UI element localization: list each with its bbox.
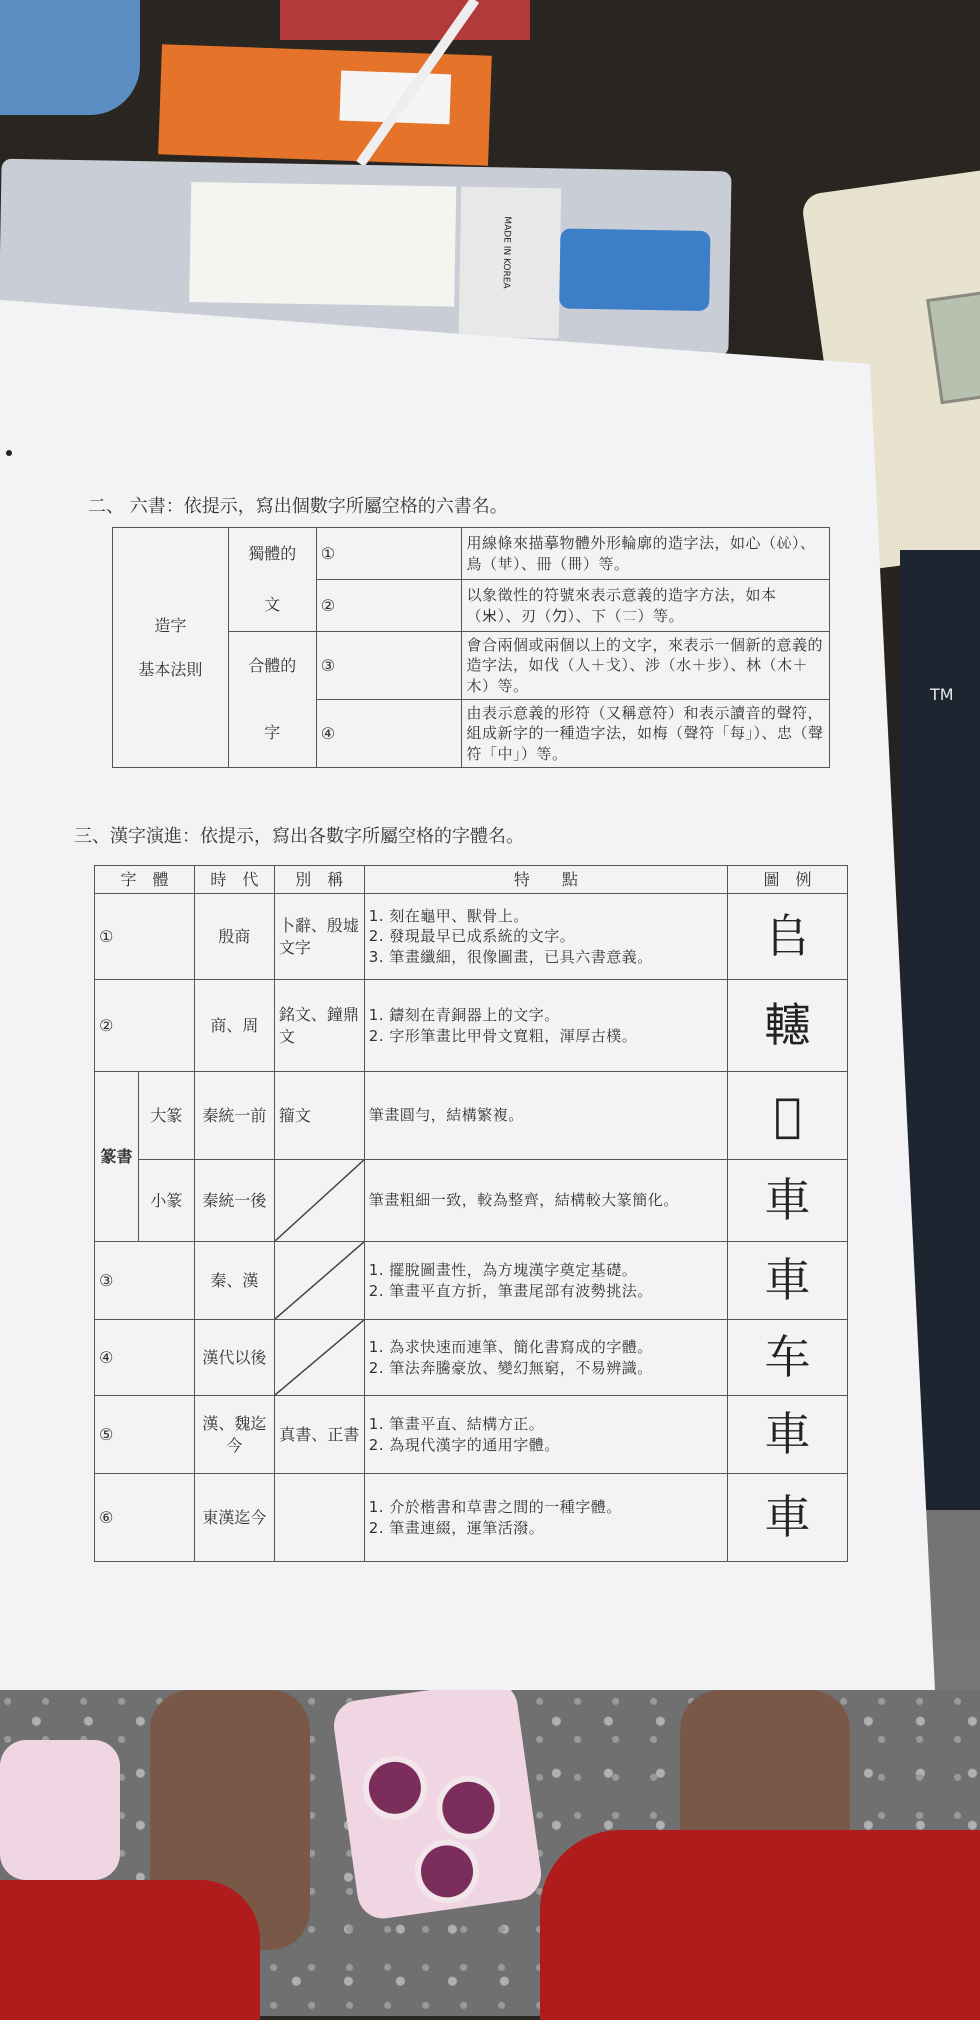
script-features <box>364 1474 727 1562</box>
group-compound-cell-2: 字 <box>228 700 316 768</box>
item-desc: 會合兩個或兩個以上的文字，來表示一個新的意義的造字法，如伐（人＋戈）、涉（水＋步）、林（木＋木）等。 <box>462 632 830 700</box>
feature-line: 2. 筆畫平直方折，筆畫尾部有波勢挑法。 <box>368 1281 653 1300</box>
script-name: ④ <box>95 1320 195 1396</box>
item-desc: 由表示意義的形符（又稱意符）和表示讀音的聲符，組成新字的一種造字法，如梅（聲符「每」）、忠（聲符「中」）等。 <box>462 700 830 768</box>
table-row <box>95 1160 848 1242</box>
blank-alias-cell <box>274 1242 364 1320</box>
item-num: ④ <box>316 700 462 768</box>
table-row <box>95 894 848 980</box>
script-alias: 銘文、鐘鼎文 <box>274 980 364 1072</box>
script-name: ② <box>95 980 195 1072</box>
script-name: 大篆 <box>138 1072 194 1160</box>
script-alias <box>274 1474 364 1562</box>
example-glyph: 車 <box>728 1160 848 1242</box>
section3-heading: 三、漢字演進：依提示，寫出各數字所屬空格的字體名。 <box>74 826 524 847</box>
script-era: 漢、魏迄今 <box>194 1396 274 1474</box>
feature-line: 1. 鑄刻在青銅器上的文字。 <box>368 1006 560 1025</box>
script-features <box>364 1242 727 1320</box>
table-row <box>95 1474 848 1562</box>
script-era: 秦統一後 <box>194 1160 274 1242</box>
script-name: ① <box>95 894 195 980</box>
example-glyph: 𨏥 <box>728 980 848 1072</box>
right-slipper <box>331 1678 545 1922</box>
script-era: 秦統一前 <box>194 1072 274 1160</box>
group-compound-cell-1: 合體的 <box>228 632 316 700</box>
example-glyph: 車 <box>728 1396 848 1474</box>
script-evolution-table <box>94 865 848 1562</box>
script-era: 商、周 <box>194 980 274 1072</box>
table-row <box>95 1072 848 1160</box>
script-era: 東漢迄今 <box>194 1474 274 1562</box>
feature-line: 3. 筆畫纖細，很像圖畫，已具六書意義。 <box>368 947 653 966</box>
item-desc: 以象徵性的符號來表示意義的造字方法，如本（𣎵）、刃（𠚣）、下（𠄟）等。 <box>462 580 830 632</box>
example-glyph: 𩯣 <box>728 1072 848 1160</box>
header-era: 時 代 <box>194 866 274 894</box>
feature-line: 1. 擺脫圖畫性，為方塊漢字奠定基礎。 <box>368 1261 638 1280</box>
header-alias: 別 稱 <box>274 866 364 894</box>
item-num: ③ <box>316 632 462 700</box>
trademark-text: TM <box>930 685 954 704</box>
six-writings-table <box>112 527 830 768</box>
header-script: 字 體 <box>95 866 195 894</box>
section2-heading: 二、 六書：依提示，寫出個數字所屬空格的六書名。 <box>88 496 508 517</box>
group-single-cell-2: 文 <box>228 580 316 632</box>
zhuan-label: 篆書 <box>95 1072 139 1242</box>
header-features: 特 點 <box>364 866 727 894</box>
paper-dot <box>6 450 12 456</box>
script-features <box>364 1396 727 1474</box>
example-glyph: 𠂤 <box>728 894 848 980</box>
made-in-label: MADE IN KOREA <box>500 216 512 289</box>
table-row <box>95 1320 848 1396</box>
row-header-cell <box>113 528 229 768</box>
row-header-1: 造字 <box>154 615 187 635</box>
feature-line: 1. 為求快速而連筆、簡化書寫成的字體。 <box>368 1338 653 1357</box>
feature-line: 2. 筆畫連綴，運筆活潑。 <box>368 1518 545 1537</box>
feature-line: 2. 筆法奔騰豪放、變幻無窮，不易辨識。 <box>368 1358 653 1377</box>
script-alias: 卜辭、殷墟文字 <box>274 894 364 980</box>
orange-package <box>158 44 492 165</box>
row-header-2: 基本法則 <box>138 659 203 679</box>
table-row <box>95 1242 848 1320</box>
script-era: 殷商 <box>194 894 274 980</box>
example-glyph: 車 <box>728 1242 848 1320</box>
blue-bottle <box>0 0 140 115</box>
script-name: 小篆 <box>138 1160 194 1242</box>
script-name: ⑥ <box>95 1474 195 1562</box>
script-era: 秦、漢 <box>194 1242 274 1320</box>
blank-alias-cell <box>274 1160 364 1242</box>
item-desc: 用線條來描摹物體外形輪廓的造字法，如心（𢗰）、鳥（𠦒）、冊（𠕋）等。 <box>462 528 830 580</box>
red-shorts-right <box>540 1830 980 2020</box>
script-alias: 真書、正書 <box>274 1396 364 1474</box>
red-shorts-left <box>0 1880 260 2020</box>
script-era: 漢代以後 <box>194 1320 274 1396</box>
script-features <box>364 894 727 980</box>
left-slipper <box>0 1740 120 1880</box>
example-glyph: 车 <box>728 1320 848 1396</box>
red-package <box>280 0 530 40</box>
item-num: ① <box>316 528 462 580</box>
script-features: 筆畫粗細一致，較為整齊，結構較大篆簡化。 <box>364 1160 727 1242</box>
table-row <box>95 1396 848 1474</box>
feature-line: 1. 筆畫平直、結構方正。 <box>368 1415 545 1434</box>
group-single-cell-1: 獨體的 <box>228 528 316 580</box>
script-features <box>364 980 727 1072</box>
feature-line: 1. 刻在龜甲、獸骨上。 <box>368 907 529 926</box>
script-features: 筆畫圓勻，結構繁複。 <box>364 1072 727 1160</box>
script-name: ③ <box>95 1242 195 1320</box>
script-alias: 籀文 <box>274 1072 364 1160</box>
feature-line: 2. 字形筆畫比甲骨文寬粗，渾厚古樸。 <box>368 1026 638 1045</box>
header-example: 圖 例 <box>728 866 848 894</box>
feature-line: 2. 為現代漢字的通用字體。 <box>368 1435 560 1454</box>
table-row <box>95 980 848 1072</box>
example-glyph: 車 <box>728 1474 848 1562</box>
feature-line: 2. 發現最早已成系統的文字。 <box>368 927 576 946</box>
item-num: ② <box>316 580 462 632</box>
blank-alias-cell <box>274 1320 364 1396</box>
feature-line: 1. 介於楷書和草書之間的一種字體。 <box>368 1498 622 1517</box>
script-features <box>364 1320 727 1396</box>
script-name: ⑤ <box>95 1396 195 1474</box>
